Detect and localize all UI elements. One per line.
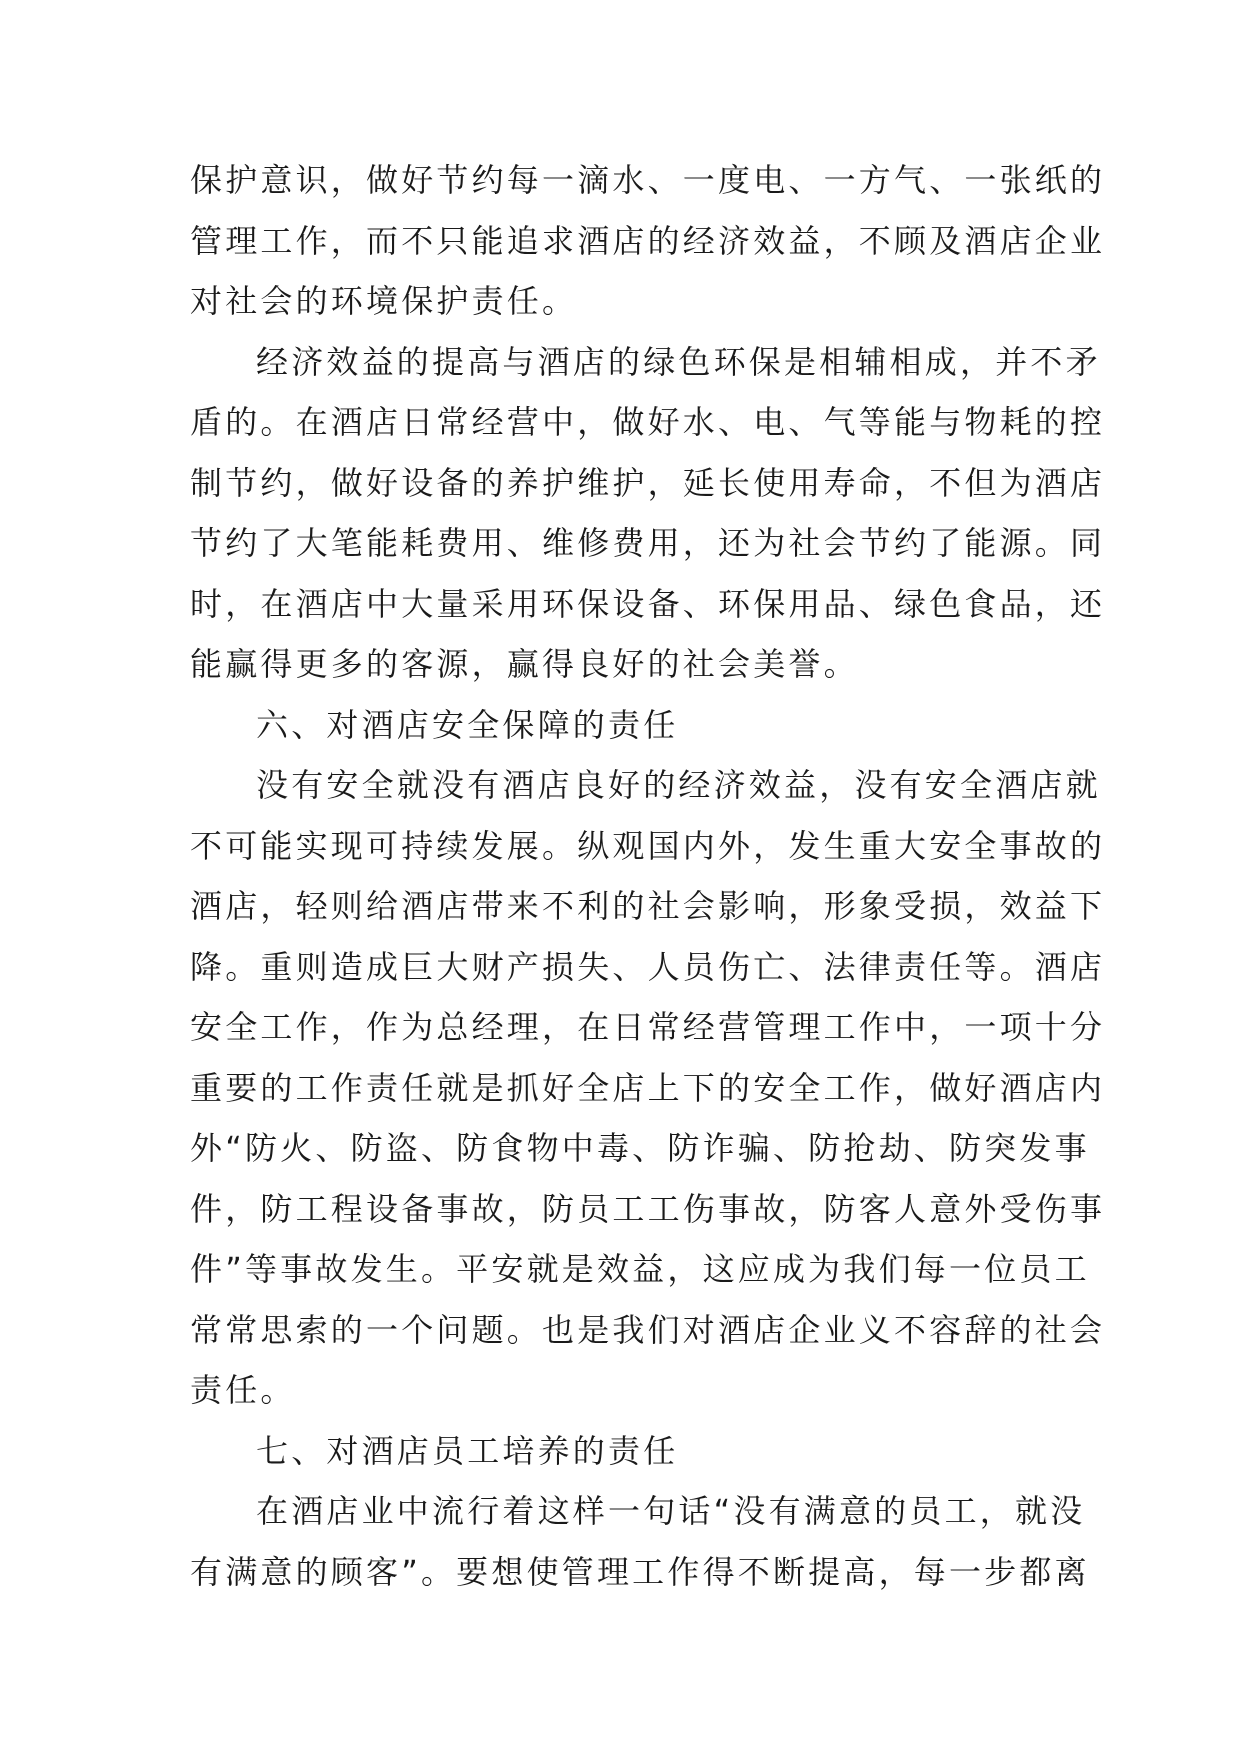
text-line: 有满意的顾客”。要想使管理工作得不断提高，每一步都离	[190, 1552, 1090, 1591]
text-line: 重要的工作责任就是抓好全店上下的安全工作，做好酒店内	[190, 1068, 1106, 1107]
text-line: 盾的。在酒店日常经营中，做好水、电、气等能与物耗的控	[190, 403, 1106, 441]
text-line: 件”等事故发生。平安就是效益，这应成为我们每一位员工	[190, 1250, 1090, 1288]
text-line: 经济效益的提高与酒店的绿色环保是相辅相成，并不矛	[256, 342, 1101, 381]
text-line: 不可能实现可持续发展。纵观国内外，发生重大安全事故的	[190, 826, 1106, 865]
document-body	[190, 150, 1106, 1602]
text-line: 七、对酒店员工培养的责任	[256, 1431, 679, 1470]
text-line: 酒店，轻则给酒店带来不利的社会影响，形象受损，效益下	[190, 887, 1106, 925]
text-line: 责任。	[190, 1371, 296, 1409]
text-line: 件，防工程设备事故，防员工工伤事故，防客人意外受伤事	[190, 1189, 1106, 1228]
text-line: 在酒店业中流行着这样一句话“没有满意的员工，就没	[256, 1492, 1086, 1530]
text-line: 对社会的环境保护责任。	[190, 282, 578, 320]
text-line: 外“防火、防盗、防食物中毒、防诈骗、防抢劫、防突发事	[190, 1129, 1090, 1167]
text-line: 能赢得更多的客源，赢得良好的社会美誉。	[190, 645, 859, 683]
text-line: 时，在酒店中大量采用环保设备、环保用品、绿色食品，还	[190, 584, 1106, 623]
text-line: 制节约，做好设备的养护维护，延长使用寿命，不但为酒店	[190, 463, 1106, 502]
text-line: 保护意识，做好节约每一滴水、一度电、一方气、一张纸的	[190, 161, 1106, 199]
text-line: 六、对酒店安全保障的责任	[256, 705, 679, 744]
text-line: 安全工作，作为总经理，在日常经营管理工作中，一项十分	[190, 1008, 1106, 1046]
text-line: 节约了大笔能耗费用、维修费用，还为社会节约了能源。同	[190, 524, 1106, 562]
text-line: 没有安全就没有酒店良好的经济效益，没有安全酒店就	[256, 766, 1101, 804]
text-line: 降。重则造成巨大财产损失、人员伤亡、法律责任等。酒店	[190, 947, 1106, 986]
text-line: 常常思索的一个问题。也是我们对酒店企业义不容辞的社会	[190, 1310, 1106, 1349]
text-line: 管理工作，而不只能追求酒店的经济效益，不顾及酒店企业	[190, 221, 1106, 260]
